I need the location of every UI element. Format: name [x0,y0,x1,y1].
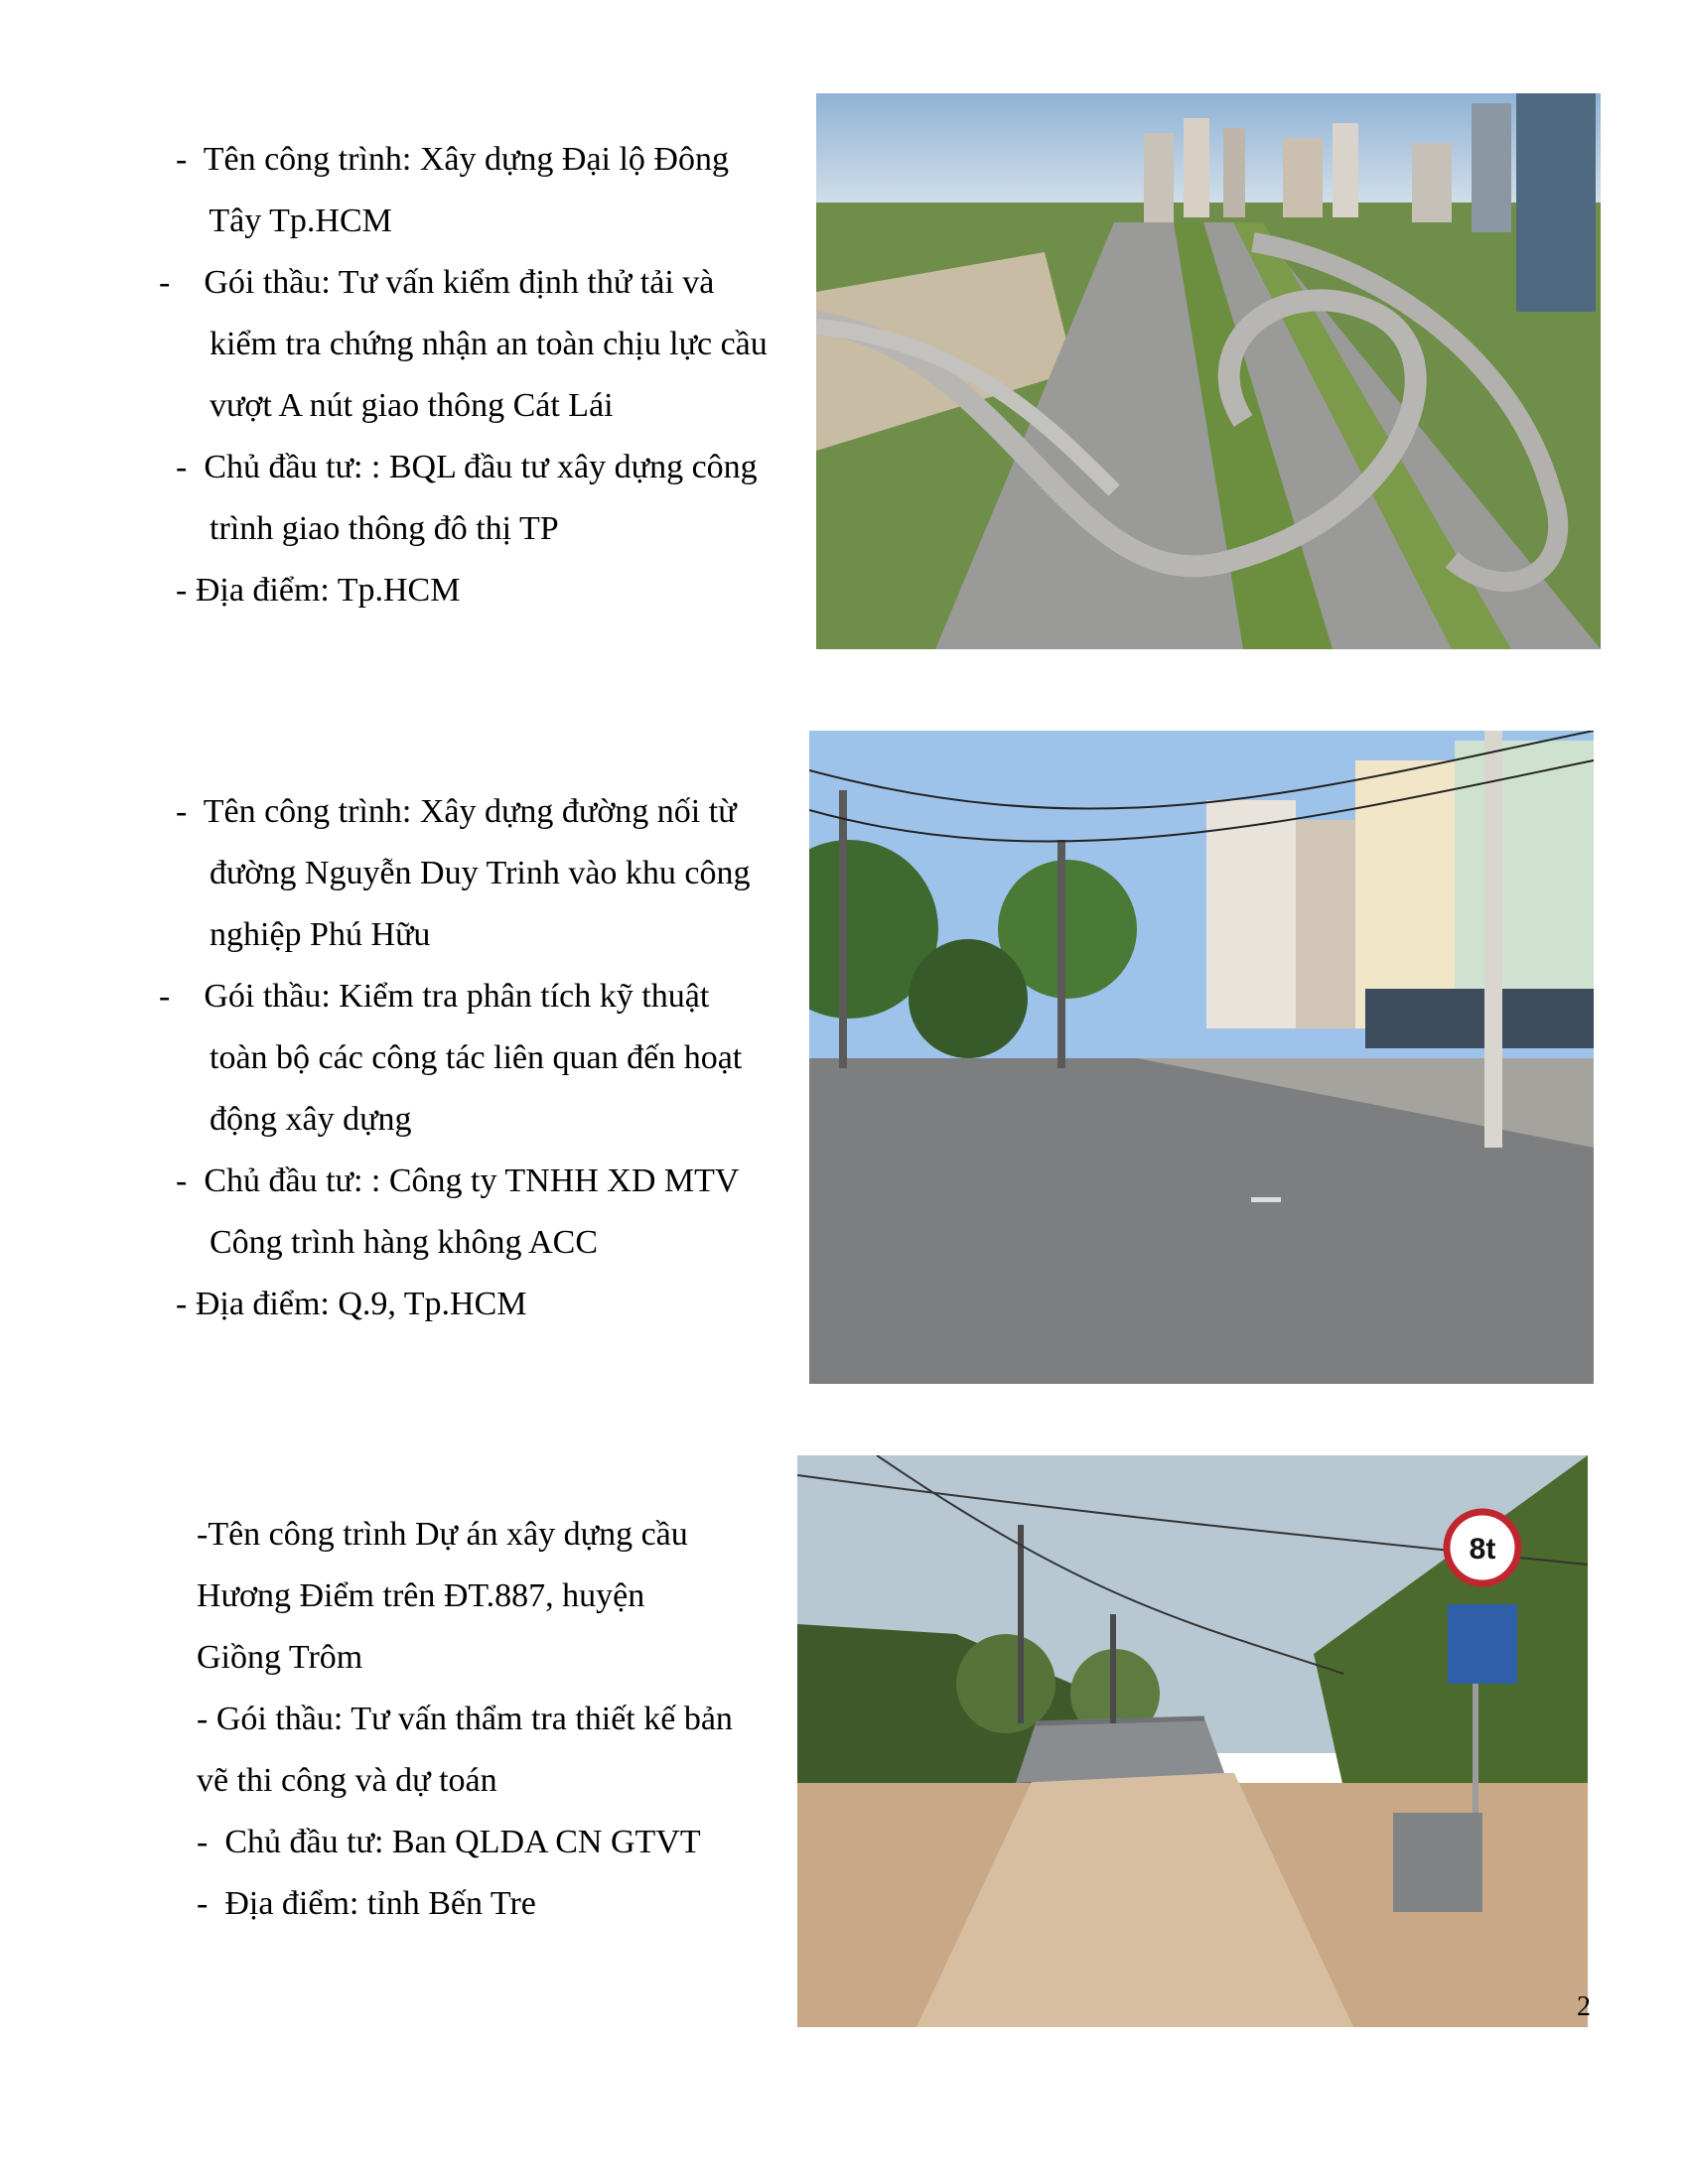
weight-limit-sign-text: 8t [1469,1533,1496,1566]
text-line: đường Nguyễn Duy Trinh vào khu công [159,855,751,891]
street-road-photo [809,731,1594,1384]
text-line: vượt A nút giao thông Cát Lái [159,387,614,424]
text-line: toàn bộ các công tác liên quan đến hoạt [159,1039,743,1076]
project-2-text [159,781,751,1335]
aerial-interchange-photo [816,93,1601,649]
text-line: - Gói thầu: Kiểm tra phân tích kỹ thuật [159,978,710,1015]
text-line: Hương Điểm trên ĐT.887, huyện [197,1577,645,1614]
text-line: - Tên công trình: Xây dựng đường nối từ [159,793,737,830]
text-line: - Gói thầu: Tư vấn thẩm tra thiết kế bản [197,1701,733,1737]
text-line: - Chủ đầu tư: Ban QLDA CN GTVT [197,1824,701,1860]
text-line: - Địa điểm: tỉnh Bến Tre [197,1885,536,1922]
project-1-text [159,129,768,621]
text-line: - Địa điểm: Tp.HCM [159,572,461,609]
project-3-text [197,1504,733,1935]
text-line: Công trình hàng không ACC [159,1224,599,1261]
text-line: - Địa điểm: Q.9, Tp.HCM [159,1286,527,1322]
text-line: nghiệp Phú Hữu [159,916,431,953]
text-line: Tây Tp.HCM [159,203,392,239]
text-line: vẽ thi công và dự toán [197,1762,497,1799]
rural-bridge-photo [797,1455,1588,2027]
text-line: động xây dựng [159,1101,412,1138]
page-number: 2 [1577,1991,1591,2022]
text-line: trình giao thông đô thị TP [159,510,559,547]
text-line: kiểm tra chứng nhận an toàn chịu lực cầu [159,326,768,362]
text-line: Giồng Trôm [197,1639,363,1676]
text-line: - Tên công trình: Xây dựng Đại lộ Đông [159,141,729,178]
text-line: - Gói thầu: Tư vấn kiểm định thử tải và [159,264,715,301]
text-line: - Chủ đầu tư: : Công ty TNHH XD MTV [159,1162,740,1199]
text-line: -Tên công trình Dự án xây dựng cầu [197,1516,688,1553]
text-line: - Chủ đầu tư: : BQL đầu tư xây dựng công [159,449,758,485]
